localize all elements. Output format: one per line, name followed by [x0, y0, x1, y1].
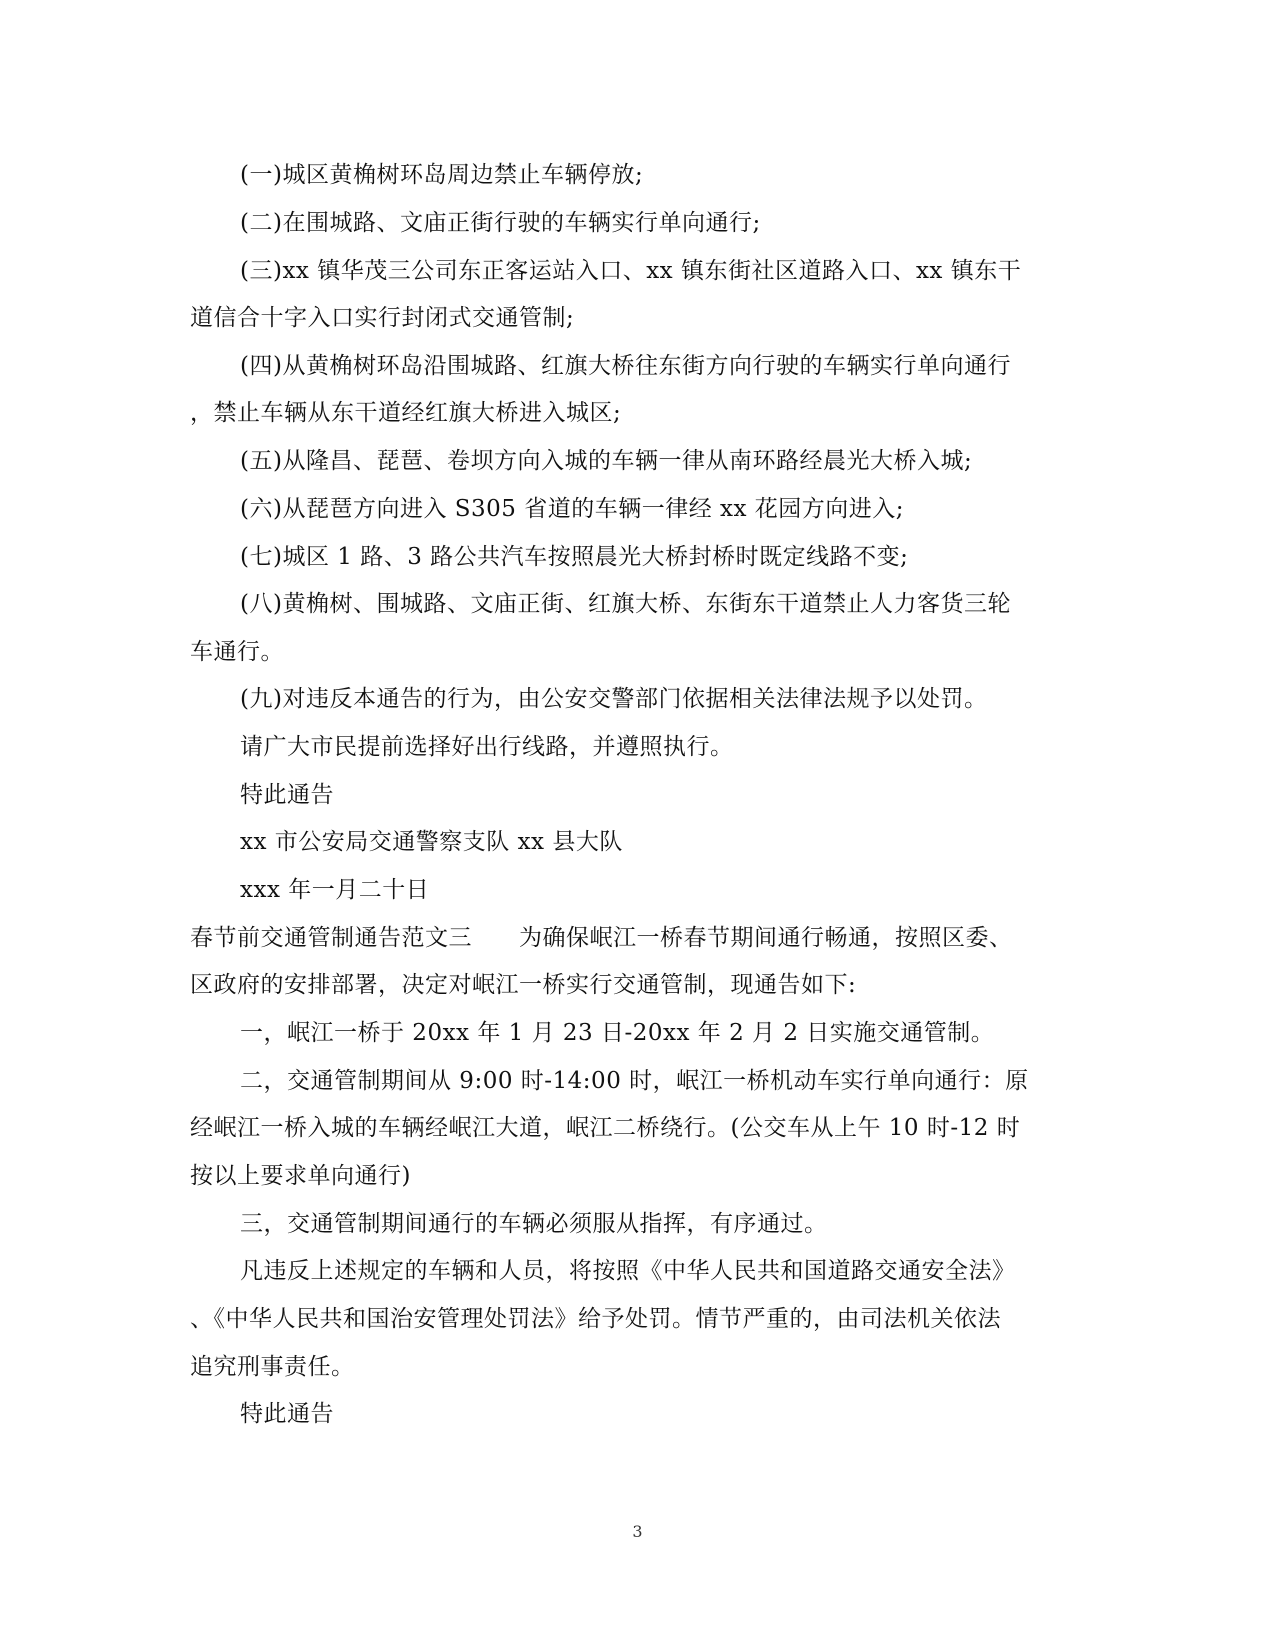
- paragraph-line: ，禁止车辆从东干道经红旗大桥进入城区;: [190, 400, 622, 426]
- paragraph-line: (二)在围城路、文庙正街行驶的车辆实行单向通行;: [240, 210, 761, 236]
- paragraph-line: (四)从黄桷树环岛沿围城路、红旗大桥往东街方向行驶的车辆实行单向通行: [240, 353, 1011, 379]
- paragraph-line: (七)城区 1 路、3 路公共汽车按照晨光大桥封桥时既定线路不变;: [240, 544, 909, 570]
- paragraph-line: (六)从琵琶方向进入 S305 省道的车辆一律经 xx 花园方向进入;: [240, 496, 905, 522]
- paragraph-line: (五)从隆昌、琵琶、卷坝方向入城的车辆一律从南环路经晨光大桥入城;: [240, 448, 973, 474]
- paragraph-line: 道信合十字入口实行封闭式交通管制;: [190, 305, 575, 331]
- paragraph-line: 、《中华人民共和国治安管理处罚法》给予处罚。情节严重的，由司法机关依法: [190, 1306, 1001, 1332]
- paragraph-line: 车通行。: [190, 639, 284, 665]
- closing-line: 特此通告: [240, 782, 334, 808]
- signature-issuer: xx 市公安局交通警察支队 xx 县大队: [240, 829, 623, 855]
- paragraph-line: 经岷江一桥入城的车辆经岷江大道，岷江二桥绕行。(公交车从上午 10 时-12 时: [190, 1115, 1021, 1141]
- signature-date: xxx 年一月二十日: [240, 877, 430, 903]
- paragraph-line: (三)xx 镇华茂三公司东正客运站入口、xx 镇东街社区道路入口、xx 镇东干: [240, 258, 1022, 284]
- paragraph-line: 三，交通管制期间通行的车辆必须服从指挥，有序通过。: [240, 1211, 828, 1237]
- paragraph-line: 二，交通管制期间从 9:00 时-14:00 时，岷江一桥机动车实行单向通行：原: [240, 1068, 1029, 1094]
- closing-line: 特此通告: [240, 1401, 334, 1427]
- paragraph-line: (一)城区黄桷树环岛周边禁止车辆停放;: [240, 162, 644, 188]
- paragraph-line: 一，岷江一桥于 20xx 年 1 月 23 日-20xx 年 2 月 2 日实施交通管制。: [240, 1020, 995, 1046]
- paragraph-line: 按以上要求单向通行): [190, 1163, 411, 1189]
- page-number: 3: [632, 1522, 643, 1541]
- paragraph-line: 区政府的安排部署，决定对岷江一桥实行交通管制，现通告如下:: [190, 972, 857, 998]
- paragraph-line: 凡违反上述规定的车辆和人员，将按照《中华人民共和国道路交通安全法》: [240, 1258, 1016, 1284]
- paragraph-line: (八)黄桷树、围城路、文庙正街、红旗大桥、东街东干道禁止人力客货三轮: [240, 591, 1011, 617]
- section-heading-line: 春节前交通管制通告范文三 为确保岷江一桥春节期间通行畅通，按照区委、: [190, 925, 1013, 951]
- paragraph-line: 请广大市民提前选择好出行线路，并遵照执行。: [240, 734, 734, 760]
- paragraph-line: 追究刑事责任。: [190, 1354, 355, 1380]
- paragraph-line: (九)对违反本通告的行为，由公安交警部门依据相关法律法规予以处罚。: [240, 686, 988, 712]
